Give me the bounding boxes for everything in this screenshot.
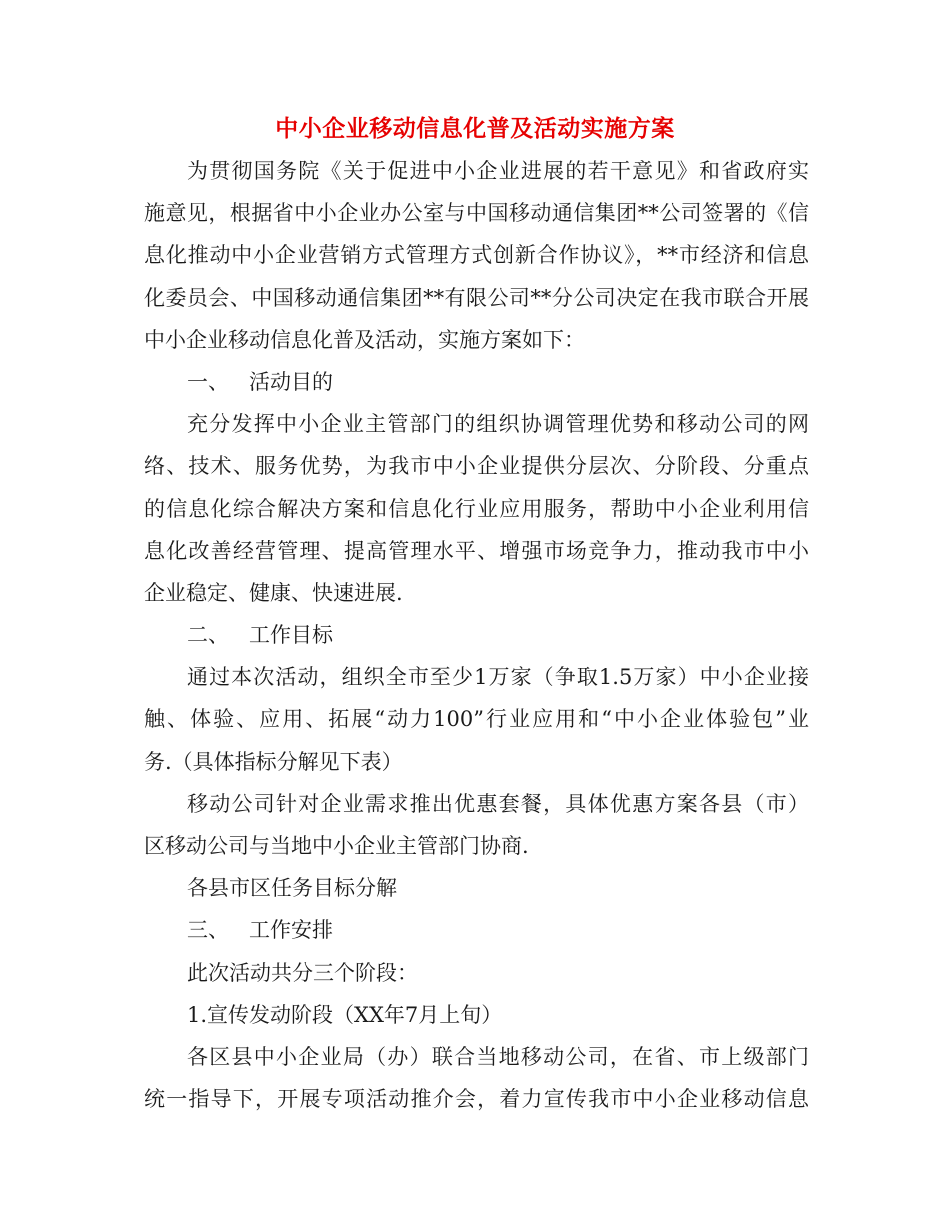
document-body (144, 150, 809, 1120)
paragraph-line: 移动公司针对企业需求推出优惠套餐，具体优惠方案各县（市） (187, 791, 809, 816)
paragraph-line: 此次活动共分三个阶段： (187, 960, 418, 985)
paragraph-line: 企业稳定、健康、快速进展. (144, 580, 403, 605)
paragraph-line: 各县市区任务目标分解 (187, 876, 397, 901)
paragraph-line: 络、技术、服务优势，为我市中小企业提供分层次、分阶段、分重点 (144, 454, 809, 479)
paragraph-line: 化委员会、中国移动通信集团**有限公司**分公司决定在我市联合开展 (144, 285, 809, 310)
section-heading: 一、 活动目的 (187, 369, 334, 394)
paragraph-line: 息化改善经营管理、提高管理水平、增强市场竞争力，推动我市中小 (144, 538, 809, 563)
paragraph-line: 通过本次活动，组织全市至少1万家（争取1.5万家）中小企业接 (187, 665, 809, 690)
paragraph-line: 各区县中小企业局（办）联合当地移动公司，在省、市上级部门 (187, 1044, 809, 1069)
paragraph-line: 息化推动中小企业营销方式管理方式创新合作协议》，**市经济和信息 (144, 243, 809, 268)
paragraph-line: 中小企业移动信息化普及活动，实施方案如下： (144, 327, 585, 352)
paragraph-line: 务.（具体指标分解见下表） (144, 749, 403, 774)
paragraph-line: 施意见，根据省中小企业办公室与中国移动通信集团**公司签署的《信 (144, 201, 809, 226)
paragraph-line: 统一指导下，开展专项活动推介会，着力宣传我市中小企业移动信息 (144, 1087, 809, 1112)
paragraph-line: 为贯彻国务院《关于促进中小企业进展的若干意见》和省政府实 (187, 159, 809, 183)
section-heading: 二、 工作目标 (187, 623, 334, 648)
paragraph-line: 充分发挥中小企业主管部门的组织协调管理优势和移动公司的网 (187, 412, 809, 437)
document-title: 中小企业移动信息化普及活动实施方案 (275, 115, 675, 142)
paragraph-line: 触、体验、应用、拓展“动力100”行业应用和“中小企业体验包”业 (144, 707, 809, 732)
section-heading: 三、 工作安排 (187, 918, 334, 943)
paragraph-line: 的信息化综合解决方案和信息化行业应用服务，帮助中小企业利用信 (144, 496, 809, 521)
subsection-heading: 1.宣传发动阶段（XX年7月上旬） (187, 1002, 503, 1027)
paragraph-line: 区移动公司与当地中小企业主管部门协商. (144, 834, 529, 858)
